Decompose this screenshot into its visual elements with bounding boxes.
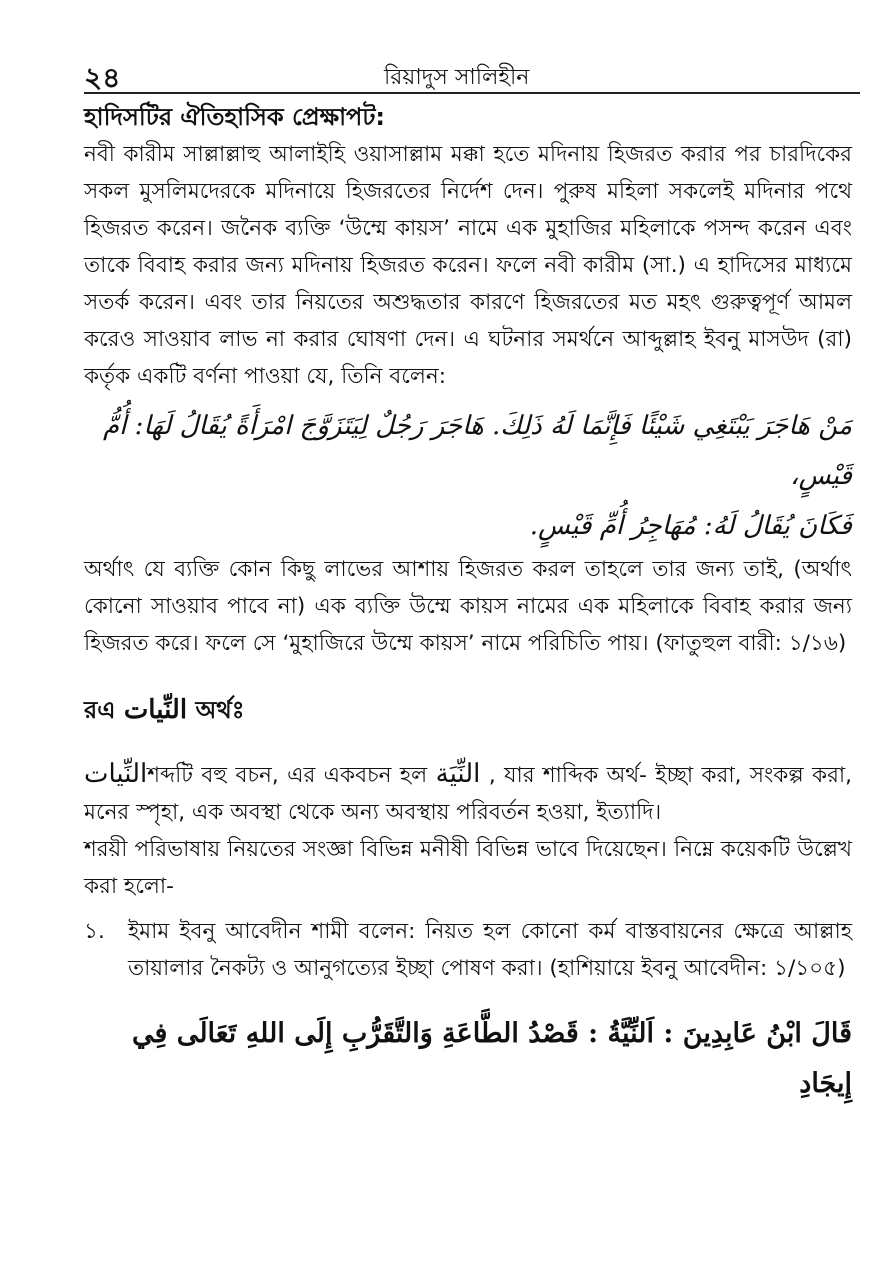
niyyat-definition-paragraph xyxy=(84,756,852,831)
arabic-quote-line-1: مَنْ هَاجَرَ يَبْتَغِي شَيْئًا فَإِنَّمَا لَهُ ذَلِكَ. هَاجَرَ رَجُلٌ لِيَتَزَوَّجَ امْرَأَةً يُقَالُ لَهَا: أُمُّ قَيْسٍ، xyxy=(103,411,852,491)
running-title: রিয়াদুস সালিহীন xyxy=(384,65,530,90)
sharia-definition-intro: শরয়ী পরিভাষায় নিয়তের সংজ্ঞা বিভিন্ন মনীষী বিভিন্ন ভাবে দিয়েছেন। নিম্নে কয়েকটি উল্লেখ করা হলো- xyxy=(84,837,852,899)
heading-arabic-word: النِّيات xyxy=(123,695,188,725)
list-item-number: ১. xyxy=(84,919,105,944)
translation-paragraph: অর্থাৎ যে ব্যক্তি কোন কিছু লাভের আশায় হিজরত করল তাহলে তার জন্য তাই, (অর্থাৎ কোনো সাওয়াব পাবে না) এক ব্যক্তি উম্মে কায়স নামের এক মহিলাকে বিবাহ করার জন্য হিজরত করে। ফলে সে ‘মুহাজিরে উম্মে কায়স’ নামে পরিচিতি পায়। (ফাতুহুল বারী: ১/১৬) xyxy=(84,557,852,656)
heading-suffix: অর্থঃ xyxy=(195,696,245,724)
arabic-word-niyyat: النِّيات xyxy=(84,759,148,789)
historical-context-paragraph: নবী কারীম সাল্লাল্লাহু আলাইহি ওয়াসাল্লাম মক্কা হতে মদিনায় হিজরত করার পর চারদিকের সকল মুসলিমদেরকে মদিনায়ে হিজরতের নির্দেশ দেন। পুরুষ মহিলা সকলেই মদিনার পথে হিজরত করেন। জনৈক ব্যক্তি ‘উম্মে কায়স’ নামে এক মুহাজির মহিলাকে পসন্দ করেন এবং তাকে বিবাহ করার জন্য মদিনায় হিজরত করেন। ফলে নবী কারীম (সা.) এ হাদিসের মাধ্যমে সতর্ক করেন। এবং তার নিয়তের অশুদ্ধতার কারণে হিজরতের মত মহৎ গুরুত্বপূর্ণ আমল করেও সাওয়াব লাভ না করার ঘোষণা দেন। এ ঘটনার সমর্থনে আব্দুল্লাহ ইবনু মাসউদ (রা) কর্তৃক একটি বর্ণনা পাওয়া যে, তিনি বলেন: xyxy=(84,142,852,389)
section-heading-niyyat-meaning xyxy=(84,690,852,730)
page-number: ২৪ xyxy=(84,61,121,94)
arabic-word-niyya: النِّيَة xyxy=(435,759,481,789)
arabic-quote-line-2: فَكَانَ يُقَالُ لَهُ: مُهَاجِرُ أُمِّ قَيْسٍ. xyxy=(529,511,852,541)
page-header xyxy=(84,52,860,94)
page-content xyxy=(84,98,852,1109)
list-item-text: ইমাম ইবনু আবেদীন শামী বলেন: নিয়ত হল কোনো কর্ম বাস্তবায়নের ক্ষেত্রে আল্লাহ তায়ালার নৈকট্য ও আনুগত্যের ইচ্ছা পোষণ করা। (হাশিয়ায়ে ইবনু আবেদীন: ১/১০৫) xyxy=(128,919,852,981)
definition-text-a: শব্দটি বহু বচন, এর একবচন হল xyxy=(147,763,428,788)
list-item xyxy=(84,913,852,987)
section-heading-historical-context: হাদিসটির ঐতিহাসিক প্রেক্ষাপট: xyxy=(84,103,386,131)
arabic-quote-ibn-abidin: قَالَ ابْنُ عَابِدِينَ : اَلنِّيَّةُ : قَصْدُ الطَّاعَةِ وَالتَّقَرُّبِ إِلَى اللهِ تَعَالَى فِي إِيجَادِ xyxy=(132,1018,852,1099)
definition-text-b: , যার শাব্দিক অর্থ- ইচ্ছা করা, সংকল্প করা, মনের স্পৃহা, এক অবস্থা থেকে অন্য অবস্থায় পরিবর্তন হওয়া, ইত্যাদি। xyxy=(84,763,852,825)
heading-prefix: রএ xyxy=(84,696,116,724)
